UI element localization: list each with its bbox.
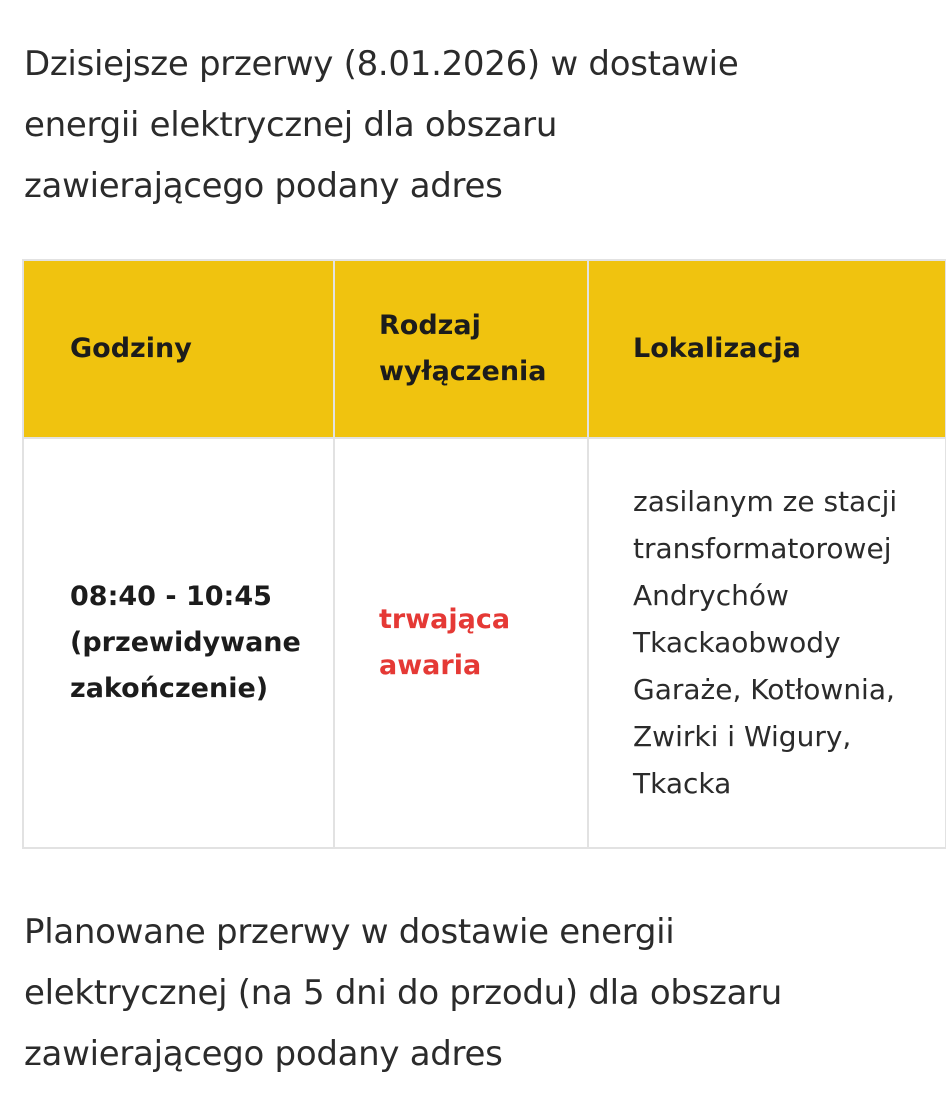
outage-table-header <box>23 260 946 438</box>
outage-type-text: trwająca awaria <box>379 604 511 681</box>
today-outages-heading: Dzisiejsze przerwy (8.01.2026) w dostawie energii elektrycznej dla obszaru zawierającego podany adres <box>24 44 739 206</box>
outage-table-body <box>23 438 946 848</box>
outage-location-text: zasilanym ze stacji transformatorowej Andrychów Tkackaobwody Garaże, Kotłownia, Zwirki i Wigury, Tkacka <box>633 484 898 800</box>
cell-type <box>334 438 588 848</box>
cell-location <box>588 438 946 848</box>
cell-hours <box>23 438 334 848</box>
table-row <box>23 438 946 848</box>
header-row <box>23 260 946 438</box>
column-header-hours: Godziny <box>23 260 334 438</box>
column-header-type: Rodzaj wyłączenia <box>334 260 588 438</box>
planned-outages-heading: Planowane przerwy w dostawie energii elektrycznej (na 5 dni do przodu) dla obszaru zawierającego podany adres <box>24 912 783 1074</box>
column-header-location: Lokalizacja <box>588 260 946 438</box>
outage-table <box>22 259 946 849</box>
outage-hours-text: 08:40 - 10:45 (przewidywane zakończenie) <box>70 581 301 704</box>
